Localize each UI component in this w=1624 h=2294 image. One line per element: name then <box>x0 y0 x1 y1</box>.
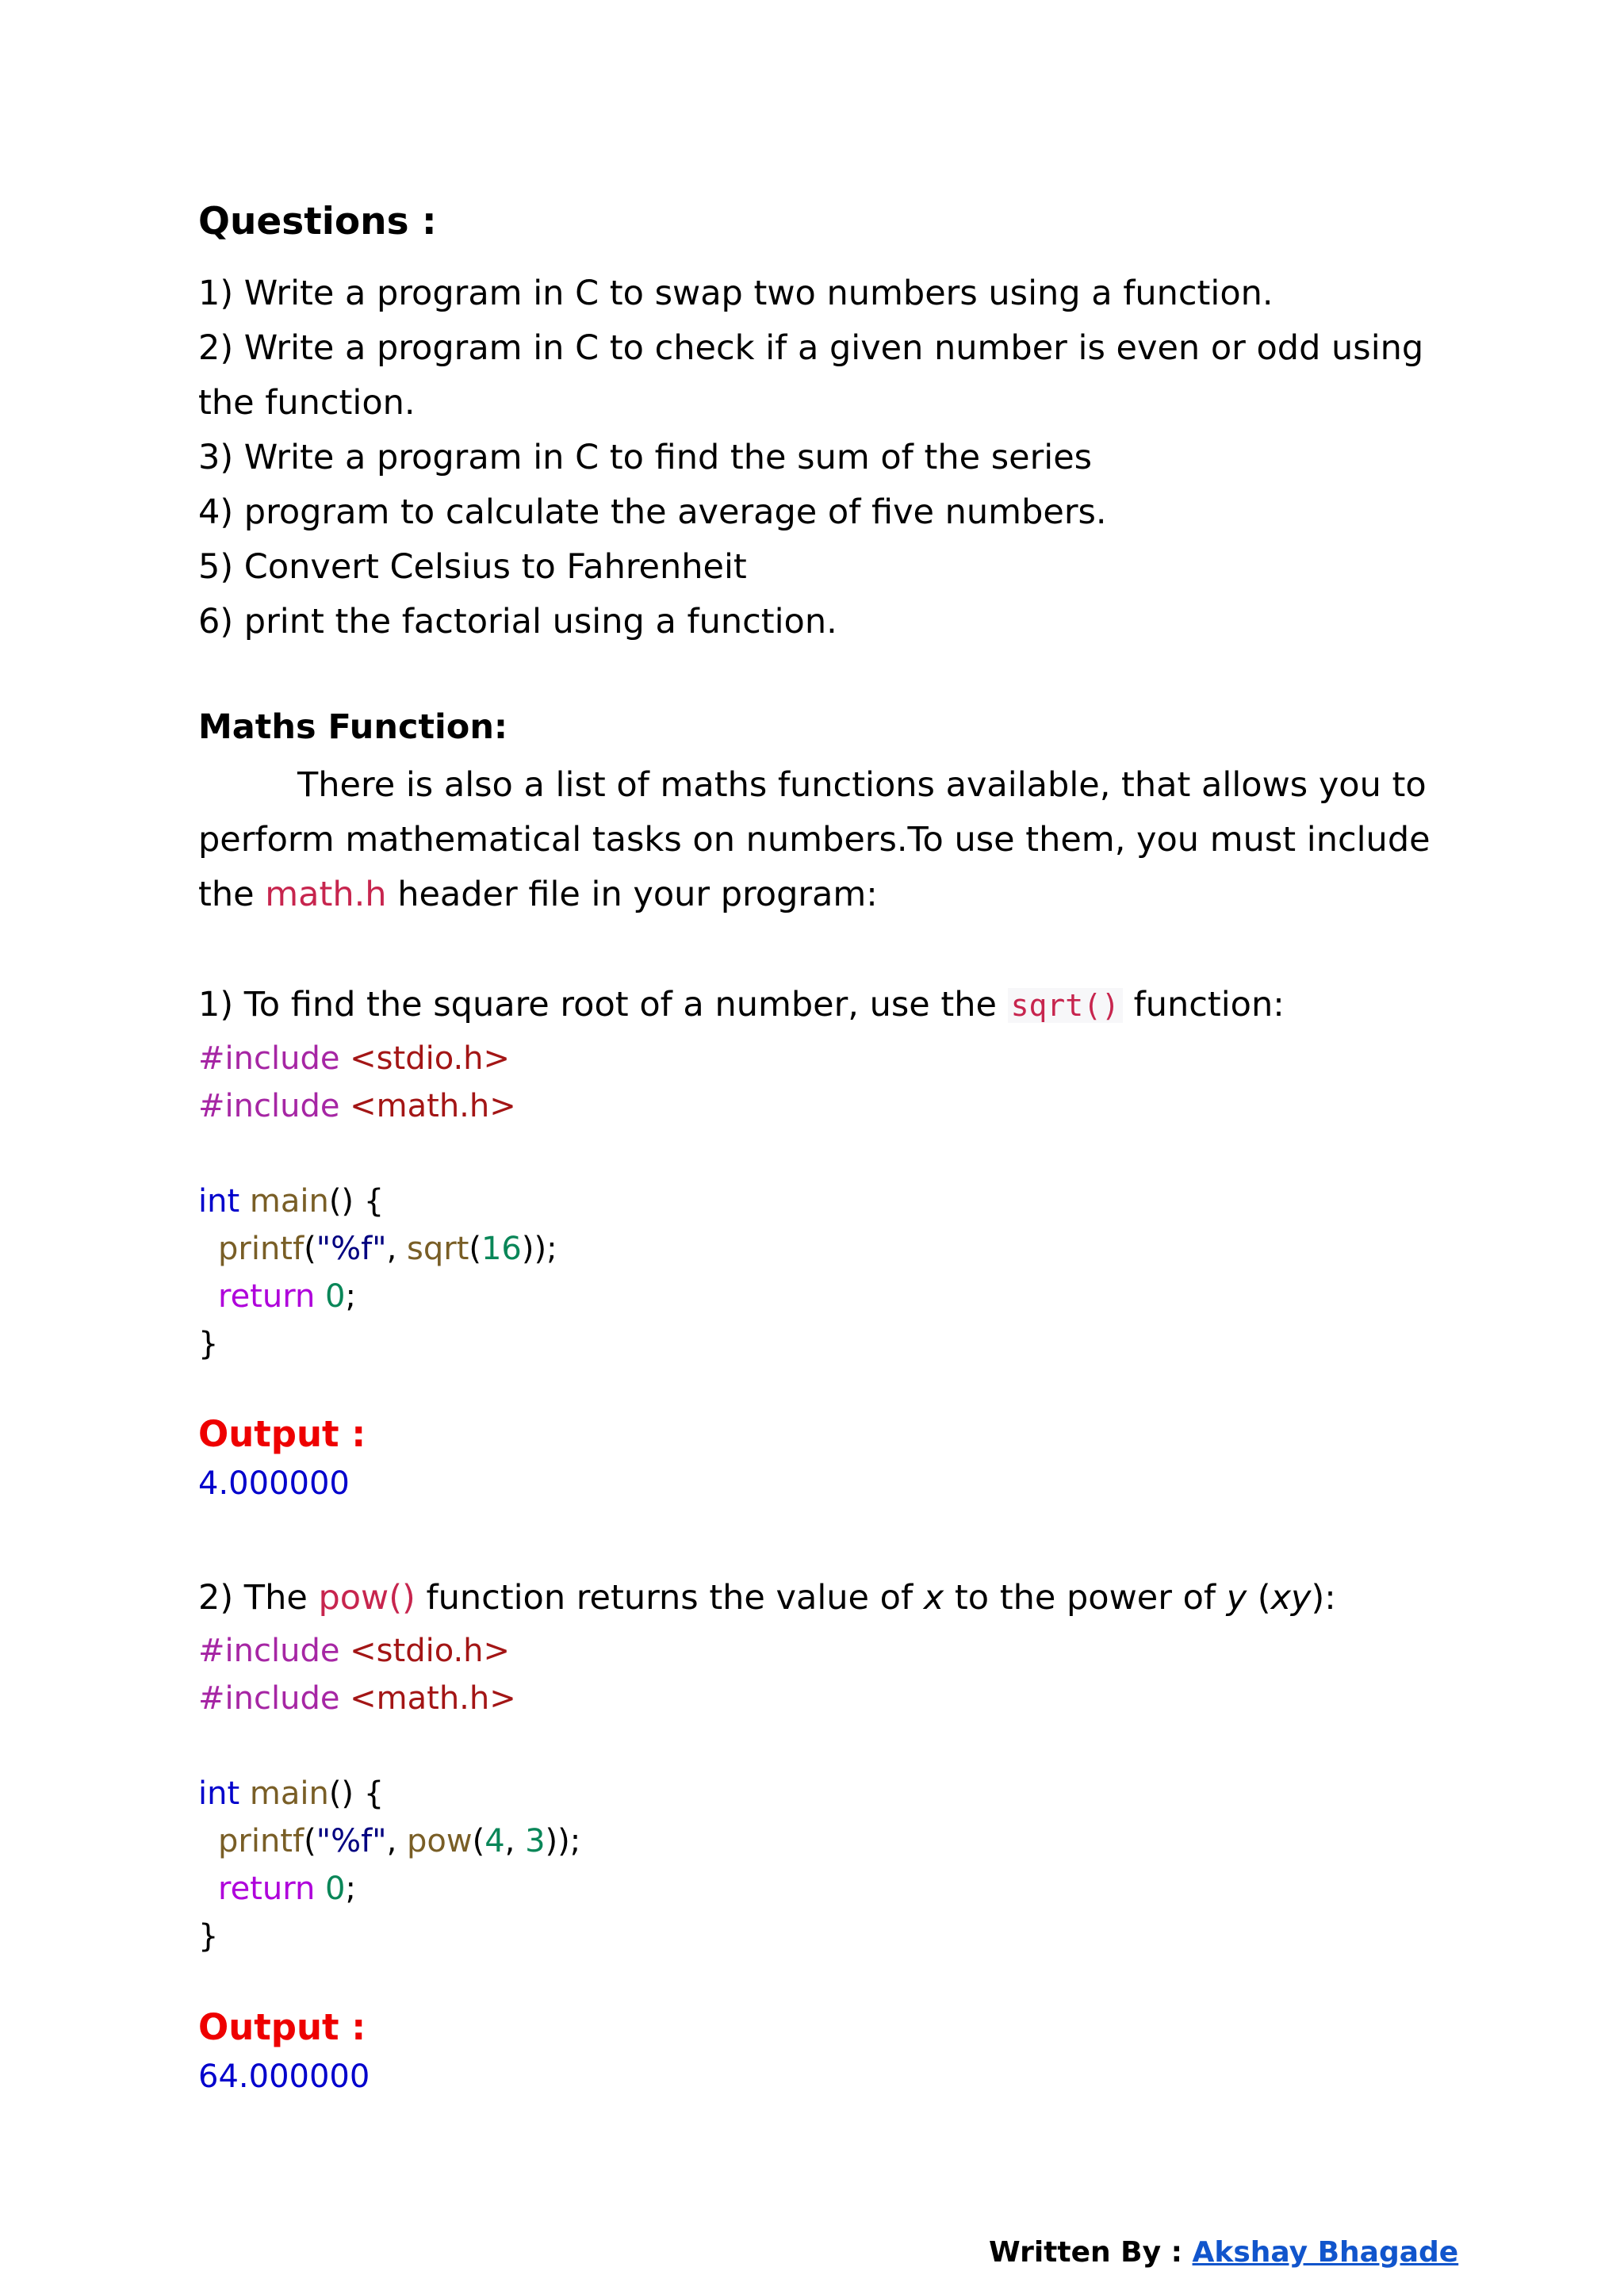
output-value: 64.000000 <box>198 2058 370 2095</box>
author-link[interactable]: Akshay Bhagade <box>1192 2236 1459 2269</box>
maths-line-3: the math.h header file in your program: <box>198 875 878 914</box>
code-line: } <box>198 1918 219 1955</box>
example2-intro: 2) The pow() function returns the value of x to the power of y (xy): <box>198 1578 1336 1618</box>
questions-list <box>198 266 1423 649</box>
question-item: 2) Write a program in C to check if a given number is even or odd using <box>198 328 1424 368</box>
code-line: #include <math.h> <box>198 1088 516 1124</box>
sqrt-inline-code: sqrt() <box>1008 988 1123 1023</box>
output-heading: Output : <box>198 2006 366 2048</box>
code-line: #include <stdio.h> <box>198 1040 511 1077</box>
footer-credit <box>989 2236 1458 2269</box>
question-item: the function. <box>198 383 416 423</box>
code-line: int main() { <box>198 1183 385 1220</box>
question-item: 5) Convert Celsius to Fahrenheit <box>198 547 747 587</box>
maths-line-2: perform mathematical tasks on numbers.To use them, you must include <box>198 820 1431 860</box>
pow-highlight: pow() <box>318 1578 416 1618</box>
output-heading: Output : <box>198 1413 366 1455</box>
code-line: } <box>198 1326 219 1362</box>
code-line: int main() { <box>198 1775 385 1812</box>
question-item: 3) Write a program in C to find the sum of the series <box>198 438 1093 477</box>
code-line: #include <stdio.h> <box>198 1633 511 1669</box>
code-line: return 0; <box>218 1278 356 1315</box>
question-item: 4) program to calculate the average of five numbers. <box>198 492 1107 532</box>
question-item: 6) print the factorial using a function. <box>198 602 837 641</box>
code-line: return 0; <box>218 1871 356 1907</box>
output-value: 4.000000 <box>198 1465 350 1502</box>
maths-heading: Maths Function: <box>198 707 508 747</box>
code-line: printf("%f", pow(4, 3)); <box>218 1823 581 1859</box>
code-line: printf("%f", sqrt(16)); <box>218 1231 557 1267</box>
code-line: #include <math.h> <box>198 1680 516 1717</box>
maths-line-1: There is also a list of maths functions available, that allows you to <box>297 765 1427 805</box>
footer-label: Written By : <box>989 2236 1193 2269</box>
example1-code-block <box>198 1035 557 1368</box>
example1-intro: 1) To find the square root of a number, use the sqrt() function: <box>198 985 1285 1024</box>
maths-paragraph <box>198 758 1431 922</box>
math-h-highlight: math.h <box>265 875 387 914</box>
example2-code-block <box>198 1627 580 1960</box>
questions-heading: Questions : <box>198 200 437 243</box>
question-item: 1) Write a program in C to swap two numbers using a function. <box>198 274 1274 313</box>
